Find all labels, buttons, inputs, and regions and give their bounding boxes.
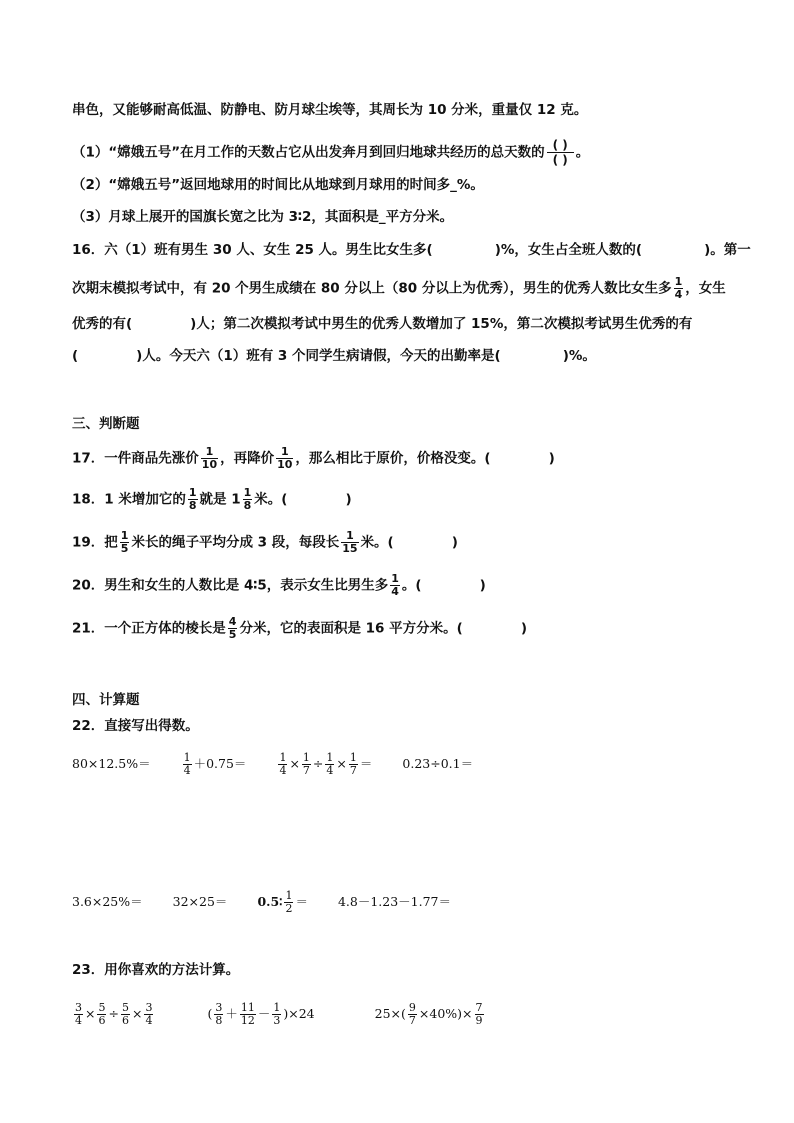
question-20: 20．男生和女生的人数比是 4∶5，表示女生比男生多 $\frac{1}{4}$ 。( ) xyxy=(72,572,486,598)
calc-expr-4: 0.23÷0.1＝ xyxy=(402,756,474,771)
question-22: 22．直接写出得数。 xyxy=(72,718,199,734)
question-16-line-1: 16．六（1）班有男生 30 人、女生 25 人。男生比女生多( )%，女生占全班人数的( )。第一 xyxy=(72,242,751,258)
calc-expr-1: 80×12.5%＝ xyxy=(72,756,151,771)
section-4-heading: 四、计算题 xyxy=(72,692,140,708)
text-line-continuation: 串色，又能够耐高低温、防静电、防月球尘埃等，其周长为 10 分米，重量仅 12 克。 xyxy=(72,102,588,118)
calc-row-2: 3.6×25%＝ 32×25＝ 0.5∶ $\frac{1}{2}$ ＝ 4.8－1.23－1.77＝ xyxy=(72,889,451,915)
question-23: 23．用你喜欢的方法计算。 xyxy=(72,962,240,978)
question-21: 21．一个正方体的棱长是 $\frac{4}{5}$ 分米，它的表面积是 16 平方分米。( ) xyxy=(72,615,527,641)
section-3-heading: 三、判断题 xyxy=(72,416,140,432)
question-17: 17．一件商品先涨价 $\frac{1}{10}$ ，再降价 $\frac{1}{10}$ ，那么相比于原价，价格没变。( ) xyxy=(72,445,555,471)
question-16-line-4: ( )人。今天六（1）班有 3 个同学生病请假，今天的出勤率是( )%。 xyxy=(72,348,596,364)
q15-1-fraction-blank: ( ) ( ) xyxy=(547,138,574,167)
q15-1-text: （1）“嫦娥五号”在月工作的天数占它从出发奔月到回归地球共经历的总天数的 xyxy=(72,144,545,161)
question-18: 18．1 米增加它的 $\frac{1}{8}$ 就是 1 $\frac{1}{8}$ 米。( ) xyxy=(72,486,352,512)
question-19: 19．把 $\frac{1}{5}$ 米长的绳子平均分成 3 段，每段长 $\frac{1}{15}$ 米。( ) xyxy=(72,529,458,555)
question-15-2: （2）“嫦娥五号”返回地球用的时间比从地球到月球用的时间多_%。 xyxy=(72,177,484,193)
question-15-1: （1）“嫦娥五号”在月工作的天数占它从出发奔月到回归地球共经历的总天数的 ( ) ( ) 。 xyxy=(72,138,590,167)
calc-row-3: $\frac{3}{4}$ × $\frac{5}{6}$ ÷ $\frac{5}{6}$ × $\frac{3}{4}$ ( $\frac{3}{8}$ ＋ $\frac{11}{12}$ － $\frac{1}{3}$ )×24 25×( $\frac{9}{7}$ ×40%)× $\frac{7}{9}$ xyxy=(75,1001,483,1027)
question-15-3: （3）月球上展开的国旗长宽之比为 3∶2，其面积是_平方分米。 xyxy=(72,209,454,225)
question-16-line-2: 次期末模拟考试中，有 20 个男生成绩在 80 分以上（80 分以上为优秀），男生的优秀人数比女生多 $\frac{1}{4}$ ，女生 xyxy=(72,275,726,301)
calc-row-1: 80×12.5%＝ $\frac{1}{4}$ ＋0.75＝ $\frac{1}{4}$ × $\frac{1}{7}$ ÷ $\frac{1}{4}$ × $\frac{1}{7}$ ＝ 0.23÷0.1＝ xyxy=(72,751,474,777)
question-16-line-3: 优秀的有( )人；第二次模拟考试中男生的优秀人数增加了 15%，第二次模拟考试男生优秀的有 xyxy=(72,316,693,332)
